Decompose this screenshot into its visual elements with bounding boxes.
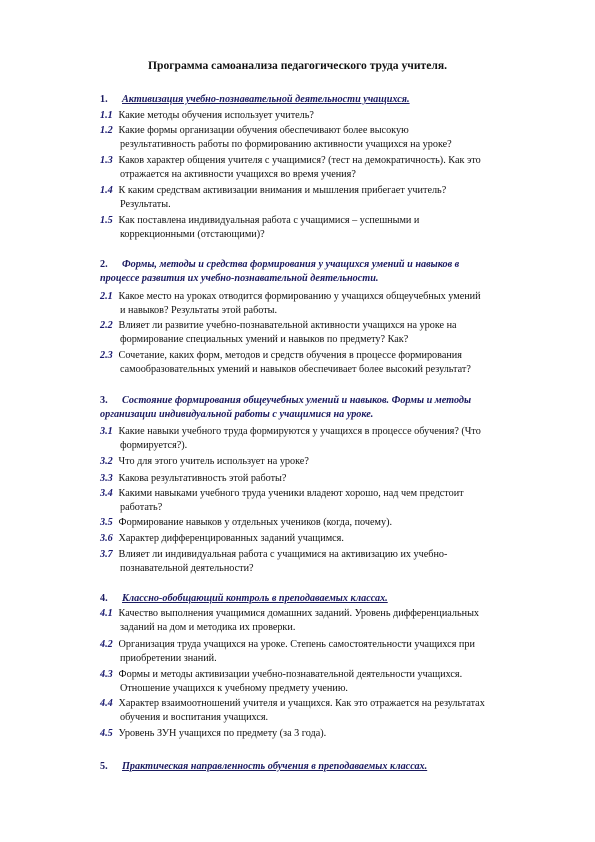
list-item-3-1: 3.1 Какие навыки учебного труда формируются у учащихся в процессе обучения? (Что формируется?). <box>100 426 481 451</box>
list-item-3-3: 3.3 Какова результативность этой работы? <box>100 473 287 484</box>
section-heading-1 <box>100 93 542 107</box>
list-item-4-4: 4.4 Характер взаимоотношений учителя и учащихся. Как это отражается на результатах обучения и воспитания учащихся. <box>100 698 485 723</box>
section-heading-3 <box>100 394 542 421</box>
section-title: Классно-обобщающий контроль в преподаваемых классах. <box>122 593 388 604</box>
list-item-1-5: 1.5 Как поставлена индивидуальная работа с учащимися – успешными и коррекционными (отстающими)? <box>100 215 420 240</box>
section-title-cont: организации индивидуальной работы с учащимися на уроке. <box>100 408 374 420</box>
list-item-4-3: 4.3 Формы и методы активизации учебно-познавательной деятельности учащихся. Отношение учащихся к учебному предмету учению. <box>100 669 463 694</box>
section-title: Активизация учебно-познавательной деятельности учащихся. <box>122 94 410 105</box>
section-number: 1. <box>100 94 108 105</box>
list-item-1-1: 1.1 Какие методы обучения использует учитель? <box>100 110 314 121</box>
page-title: Программа самоанализа педагогического труда учителя. <box>147 59 448 72</box>
section-heading-5 <box>100 760 542 774</box>
list-item-3-6: 3.6 Характер дифференцированных заданий учащимся. <box>100 533 344 544</box>
section-title: Формы, методы и средства формирования у учащихся умений и навыков в <box>122 259 460 270</box>
list-item-2-3: 2.3 Сочетание, каких форм, методов и средств обучения в процессе формирования самообразовательных умений и навыков обеспечивает более высокий результат? <box>100 350 471 375</box>
list-item-3-2: 3.2 Что для этого учитель использует на уроке? <box>100 456 309 467</box>
list-item-4-2: 4.2 Организация труда учащихся на уроке. Степень самостоятельности учащихся при приобретении знаний. <box>100 639 475 664</box>
list-item-1-3: 1.3 Каков характер общения учителя с учащимися? (тест на демократичность). Как это отражается на активности учащихся во время учения? <box>100 155 481 180</box>
section-number: 4. <box>100 593 108 604</box>
list-item-2-2: 2.2 Влияет ли развитие учебно-познавательной активности учащихся на уроке на формирование специальных умений и навыков по предмету? Как? <box>100 320 457 345</box>
section-heading-4 <box>100 592 542 606</box>
list-item-1-2: 1.2 Какие формы организации обучения обеспечивают более высокую результативность работы по формированию активности учащихся на уроке? <box>100 125 452 150</box>
list-item-2-1: 2.1 Какое место на уроках отводится формированию у учащихся общеучебных умений и навыков? Результаты этой работы. <box>100 291 481 316</box>
section-number: 5. <box>100 761 108 772</box>
list-item-3-5: 3.5 Формирование навыков у отдельных учеников (когда, почему). <box>100 517 393 528</box>
list-item-4-1: 4.1 Качество выполнения учащимися домашних заданий. Уровень дифференциальных заданий на дом и методика их проверки. <box>100 608 480 633</box>
section-title-cont: процессе развития их учебно-познавательной деятельности. <box>100 272 379 284</box>
section-heading-2 <box>100 258 542 285</box>
list-item-4-5: 4.5 Уровень ЗУН учащихся по предмету (за 3 года). <box>100 728 327 739</box>
section-title: Практическая направленность обучения в преподаваемых классах. <box>122 761 428 772</box>
list-item-3-7: 3.7 Влияет ли индивидуальная работа с учащимися на активизацию их учебно- познавательной деятельности? <box>100 549 448 574</box>
list-item-3-4: 3.4 Какими навыками учебного труда ученики владеют хорошо, над чем предстоит работать? <box>100 488 464 513</box>
list-item-1-4: 1.4 К каким средствам активизации внимания и мышления прибегает учитель? Результаты. <box>100 185 447 210</box>
section-title: Состояние формирования общеучебных умений и навыков. Формы и методы <box>122 395 472 406</box>
section-number: 2. <box>100 259 108 270</box>
section-number: 3. <box>100 395 108 406</box>
